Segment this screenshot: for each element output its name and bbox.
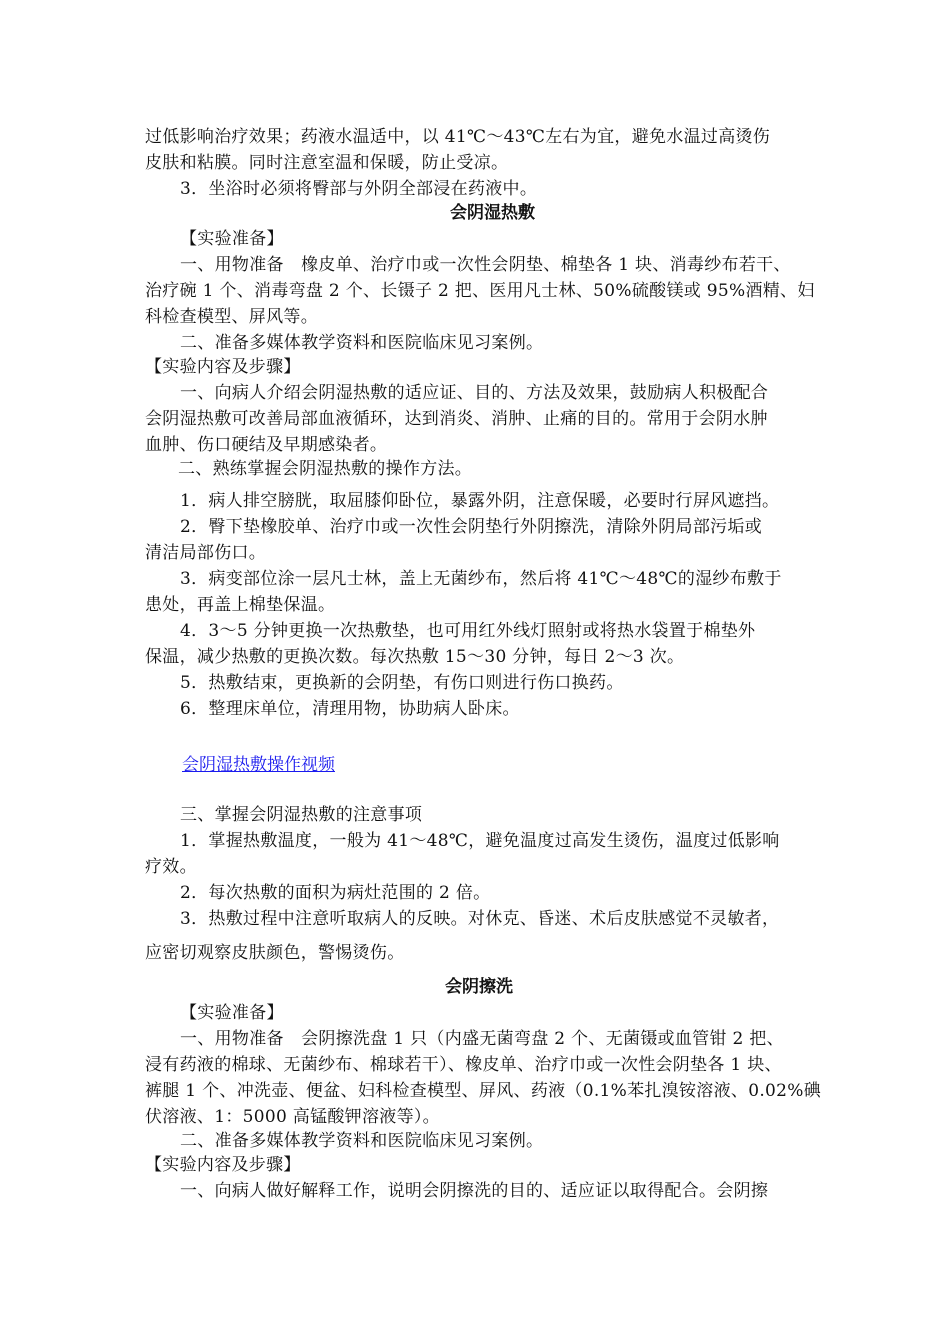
subsection-header: 【实验内容及步骤】 [145,1155,301,1175]
list-item: 4．3～5 分钟更换一次热敷垫，也可用红外线灯照射或将热水袋置于棉垫外 [180,621,756,641]
paragraph-line: 浸有药液的棉球、无菌纱布、棉球若干）、橡皮单、治疗巾或一次性会阴垫各 1 块、 [145,1055,782,1075]
paragraph-line: 一、向病人做好解释工作，说明会阴擦洗的目的、适应证以取得配合。会阴擦 [180,1181,769,1201]
paragraph-line: 裤腿 1 个、冲洗壶、便盆、妇科检查模型、屏风、药液（0.1%苯扎溴铵溶液、0.02%碘 [145,1081,822,1101]
paragraph-line: 保温，减少热敷的更换次数。每次热敷 15～30 分钟，每日 2～3 次。 [145,647,685,667]
paragraph-line: 患处，再盖上棉垫保温。 [145,595,336,615]
paragraph-line: 二、准备多媒体教学资料和医院临床见习案例。 [180,1131,544,1151]
list-item: 3．病变部位涂一层凡士林，盖上无菌纱布，然后将 41℃～48℃的湿纱布敷于 [180,569,782,589]
paragraph-line: 清洁局部伤口。 [145,543,267,563]
section-title: 会阴擦洗 [445,977,513,997]
paragraph-line: 二、熟练掌握会阴湿热敷的操作方法。 [178,459,473,479]
list-item: 3．坐浴时必须将臀部与外阴全部浸在药液中。 [180,179,538,199]
list-item: 5．热敷结束，更换新的会阴垫，有伤口则进行伤口换药。 [180,673,624,693]
paragraph-line: 会阴湿热敷可改善局部血液循环，达到消炎、消肿、止痛的目的。常用于会阴水肿 [145,409,768,429]
paragraph-line: 三、掌握会阴湿热敷的注意事项 [180,805,423,825]
list-item: 3．热敷过程中注意听取病人的反映。对休克、昏迷、术后皮肤感觉不灵敏者， [180,909,780,929]
list-item: 1．掌握热敷温度，一般为 41～48℃，避免温度过高发生烫伤，温度过低影响 [180,831,780,851]
list-item: 6．整理床单位，清理用物，协助病人卧床。 [180,699,520,719]
list-item: 2．每次热敷的面积为病灶范围的 2 倍。 [180,883,491,903]
paragraph-line: 皮肤和粘膜。同时注意室温和保暖，防止受凉。 [145,153,509,173]
paragraph-line: 二、准备多媒体教学资料和医院临床见习案例。 [180,333,544,353]
list-item: 1．病人排空膀胱，取屈膝仰卧位，暴露外阴，注意保暖，必要时行屏风遮挡。 [180,491,780,511]
paragraph-line: 血肿、伤口硬结及早期感染者。 [145,435,388,455]
subsection-header: 【实验内容及步骤】 [145,357,301,377]
paragraph-line: 伏溶液、1：5000 高锰酸钾溶液等）。 [145,1107,440,1127]
paragraph-line: 应密切观察皮肤颜色，警惕烫伤。 [145,943,405,963]
paragraph-line: 疗效。 [145,857,197,877]
section-title: 会阴湿热敷 [450,203,535,223]
paragraph-line: 一、用物准备 会阴擦洗盘 1 只（内盛无菌弯盘 2 个、无菌镊或血管钳 2 把、 [180,1029,784,1049]
paragraph-line: 过低影响治疗效果；药液水温适中，以 41℃～43℃左右为宜，避免水温过高烫伤 [145,127,771,147]
paragraph-line: 一、用物准备 橡皮单、治疗巾或一次性会阴垫、棉垫各 1 块、消毒纱布若干、 [180,255,791,275]
video-link[interactable]: 会阴湿热敷操作视频 [182,755,335,775]
paragraph-line: 一、向病人介绍会阴湿热敷的适应证、目的、方法及效果，鼓励病人积极配合 [180,383,769,403]
paragraph-line: 治疗碗 1 个、消毒弯盘 2 个、长镊子 2 把、医用凡士林、50%硫酸镁或 95%酒精、妇 [145,281,815,301]
subsection-header: 【实验准备】 [180,1003,284,1023]
paragraph-line: 科检查模型、屏风等。 [145,307,318,327]
subsection-header: 【实验准备】 [180,229,284,249]
list-item: 2．臀下垫橡胶单、治疗巾或一次性会阴垫行外阴擦洗，清除外阴局部污垢或 [180,517,763,537]
